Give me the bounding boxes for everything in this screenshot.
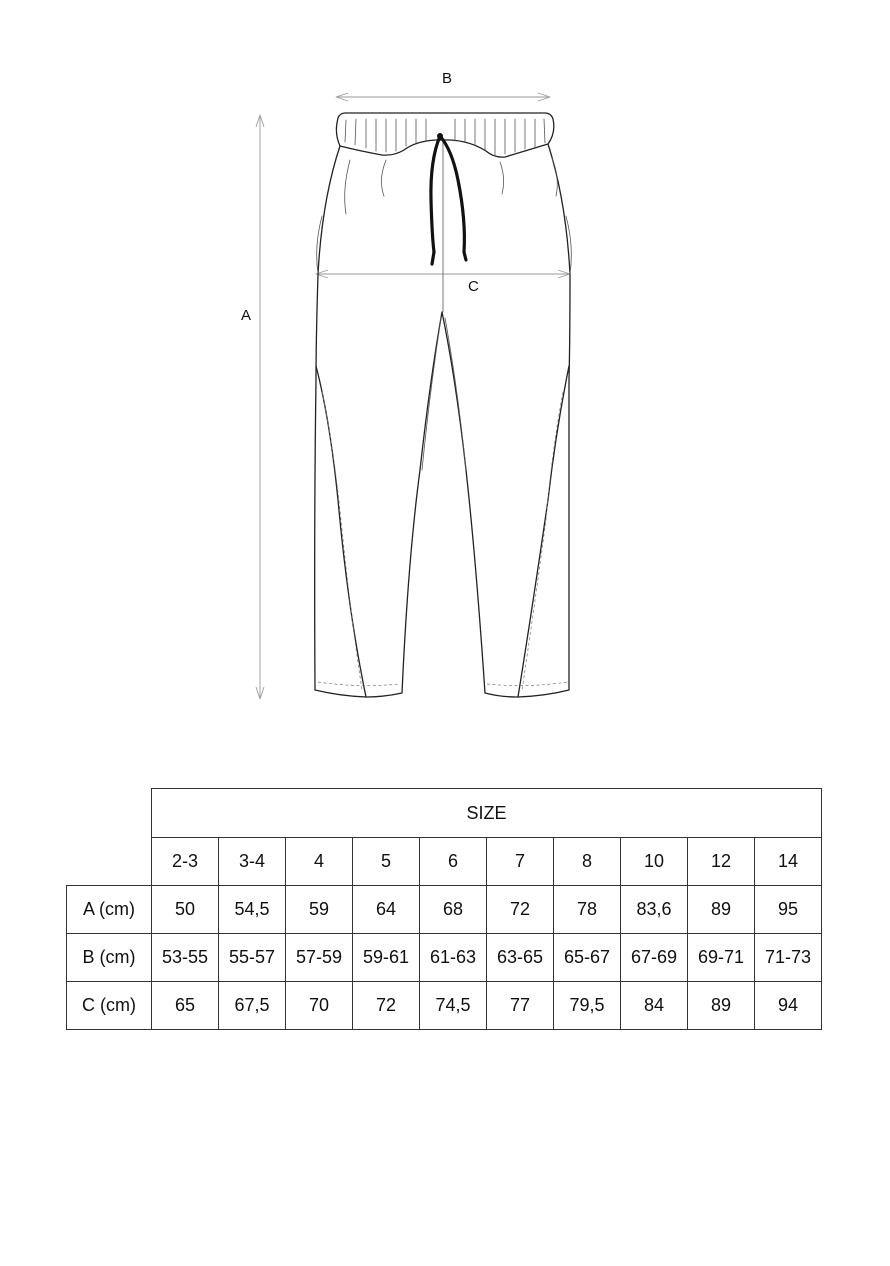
- table-cell: 54,5: [219, 886, 286, 934]
- table-row-c: [67, 982, 822, 1030]
- measure-c-label: C: [468, 278, 479, 295]
- size-label: 12: [688, 838, 755, 886]
- corner-blank: [67, 789, 152, 838]
- table-cell: 55-57: [219, 934, 286, 982]
- size-labels-row: [67, 838, 822, 886]
- table-cell: 77: [487, 982, 554, 1030]
- pants-body: [315, 144, 570, 697]
- pants-illustration: [315, 113, 572, 697]
- size-label: 10: [621, 838, 688, 886]
- table-cell: 69-71: [688, 934, 755, 982]
- size-title: SIZE: [152, 789, 822, 838]
- waistband-gathers: [345, 119, 545, 155]
- row-label: B (cm): [67, 934, 152, 982]
- size-label: 4: [286, 838, 353, 886]
- size-label: 2-3: [152, 838, 219, 886]
- table-cell: 79,5: [554, 982, 621, 1030]
- table-cell: 78: [554, 886, 621, 934]
- table-cell: 50: [152, 886, 219, 934]
- table-cell: 67-69: [621, 934, 688, 982]
- table-cell: 64: [353, 886, 420, 934]
- row-label: C (cm): [67, 982, 152, 1030]
- measure-a: [241, 115, 264, 699]
- table-cell: 94: [755, 982, 822, 1030]
- measure-b: [336, 70, 550, 101]
- table-cell: 59: [286, 886, 353, 934]
- size-label: 7: [487, 838, 554, 886]
- table-cell: 83,6: [621, 886, 688, 934]
- table-cell: 89: [688, 982, 755, 1030]
- table-cell: 61-63: [420, 934, 487, 982]
- size-label: 6: [420, 838, 487, 886]
- size-chart-table: [66, 788, 822, 1030]
- measure-b-label: B: [442, 70, 453, 87]
- row-label: A (cm): [67, 886, 152, 934]
- table-cell: 68: [420, 886, 487, 934]
- right-panel-seam: [518, 366, 569, 697]
- size-label: 8: [554, 838, 621, 886]
- corner-blank: [67, 838, 152, 886]
- table-cell: 71-73: [755, 934, 822, 982]
- hem-left: [318, 682, 400, 686]
- measure-a-label: A: [241, 307, 252, 324]
- size-title-row: [67, 789, 822, 838]
- size-label: 5: [353, 838, 420, 886]
- hem-right: [487, 682, 567, 686]
- table-cell: 95: [755, 886, 822, 934]
- table-cell: 63-65: [487, 934, 554, 982]
- table-cell: 89: [688, 886, 755, 934]
- drawstring-icon: [431, 133, 466, 264]
- table-cell: 84: [621, 982, 688, 1030]
- table-row-a: [67, 886, 822, 934]
- table-cell: 72: [353, 982, 420, 1030]
- table-cell: 59-61: [353, 934, 420, 982]
- table-cell: 72: [487, 886, 554, 934]
- table-cell: 67,5: [219, 982, 286, 1030]
- size-label: 3-4: [219, 838, 286, 886]
- table-cell: 65: [152, 982, 219, 1030]
- left-panel-seam: [316, 366, 366, 697]
- table-cell: 57-59: [286, 934, 353, 982]
- pocket-left: [345, 160, 350, 214]
- size-label: 14: [755, 838, 822, 886]
- table-cell: 74,5: [420, 982, 487, 1030]
- waistband: [336, 113, 553, 157]
- table-row-b: [67, 934, 822, 982]
- table-cell: 53-55: [152, 934, 219, 982]
- table-cell: 65-67: [554, 934, 621, 982]
- table-cell: 70: [286, 982, 353, 1030]
